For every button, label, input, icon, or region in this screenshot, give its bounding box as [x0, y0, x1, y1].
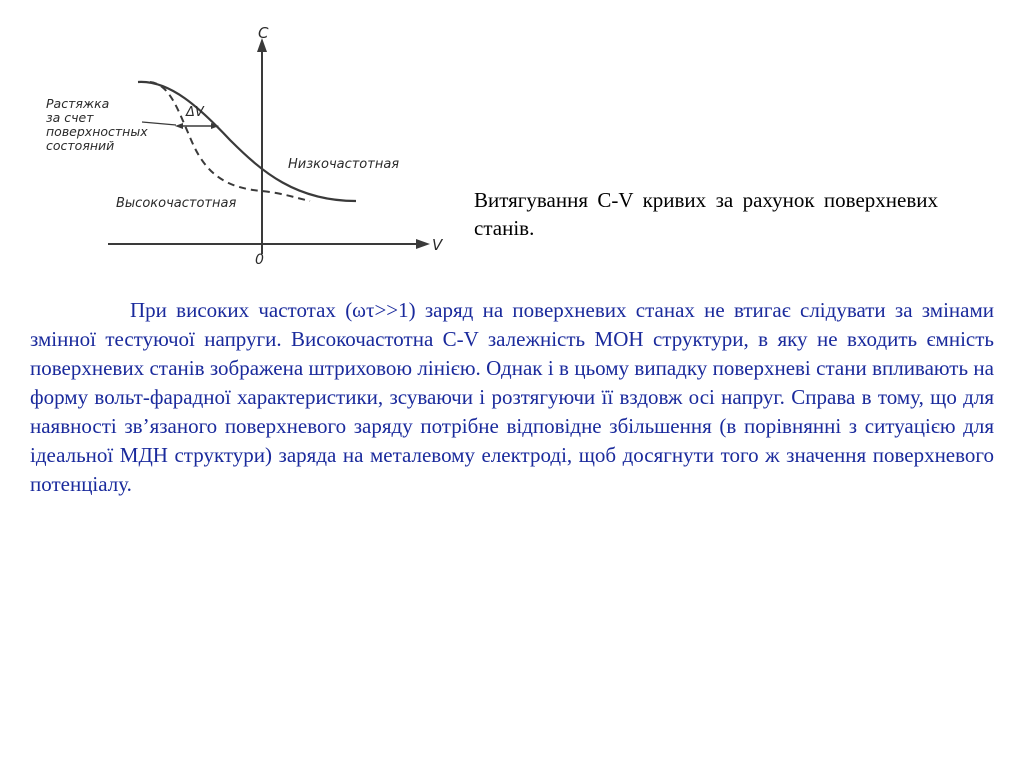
high-frequency-label: Высокочастотная	[116, 196, 237, 211]
delta-v-arrow-left	[175, 123, 183, 129]
body-paragraph: При високих частотах (ωτ>>1) заряд на поверхневих станах не втигає слідувати за змінами змінної тестуючої напруги. Високочастотна С-V залежність МОН структури, в яку не входить ємність поверхневих станів зображена штриховою лінією. Однак і в цьому випадку поверхневі стани впливають на форму вольт-фарадної характеристики, зсуваючи і розтягуючи її вздовж осі напруг. Справа в тому, що для наявності зв’язаного поверхневого заряду потрібне відповідне збільшення (в порівнянні з ситуацією для ідеальної МДН структури) заряда на металевому електроді, щоб досягнути того ж значення поверхневого потенціалу.	[30, 298, 994, 496]
axis-c-label: C	[258, 24, 269, 42]
v-axis-arrow	[416, 239, 430, 249]
axis-v-label: V	[432, 236, 443, 254]
stretch-label	[46, 96, 152, 153]
stretch-label-line-3: поверхностных	[46, 124, 148, 139]
stretch-label-line-1: Растяжка	[46, 96, 110, 111]
origin-label: 0	[255, 252, 264, 268]
stretch-label-line-2: за счет	[46, 110, 94, 125]
delta-v-label: ΔV	[186, 105, 204, 120]
low-frequency-label: Низкочастотная	[288, 157, 400, 172]
figure-caption: Витягування С-V кривих за рахунок поверхневих станів.	[474, 188, 938, 240]
stretch-label-line-4: состояний	[46, 138, 115, 153]
cv-curves-figure	[30, 18, 460, 278]
low-frequency-curve	[138, 82, 356, 201]
